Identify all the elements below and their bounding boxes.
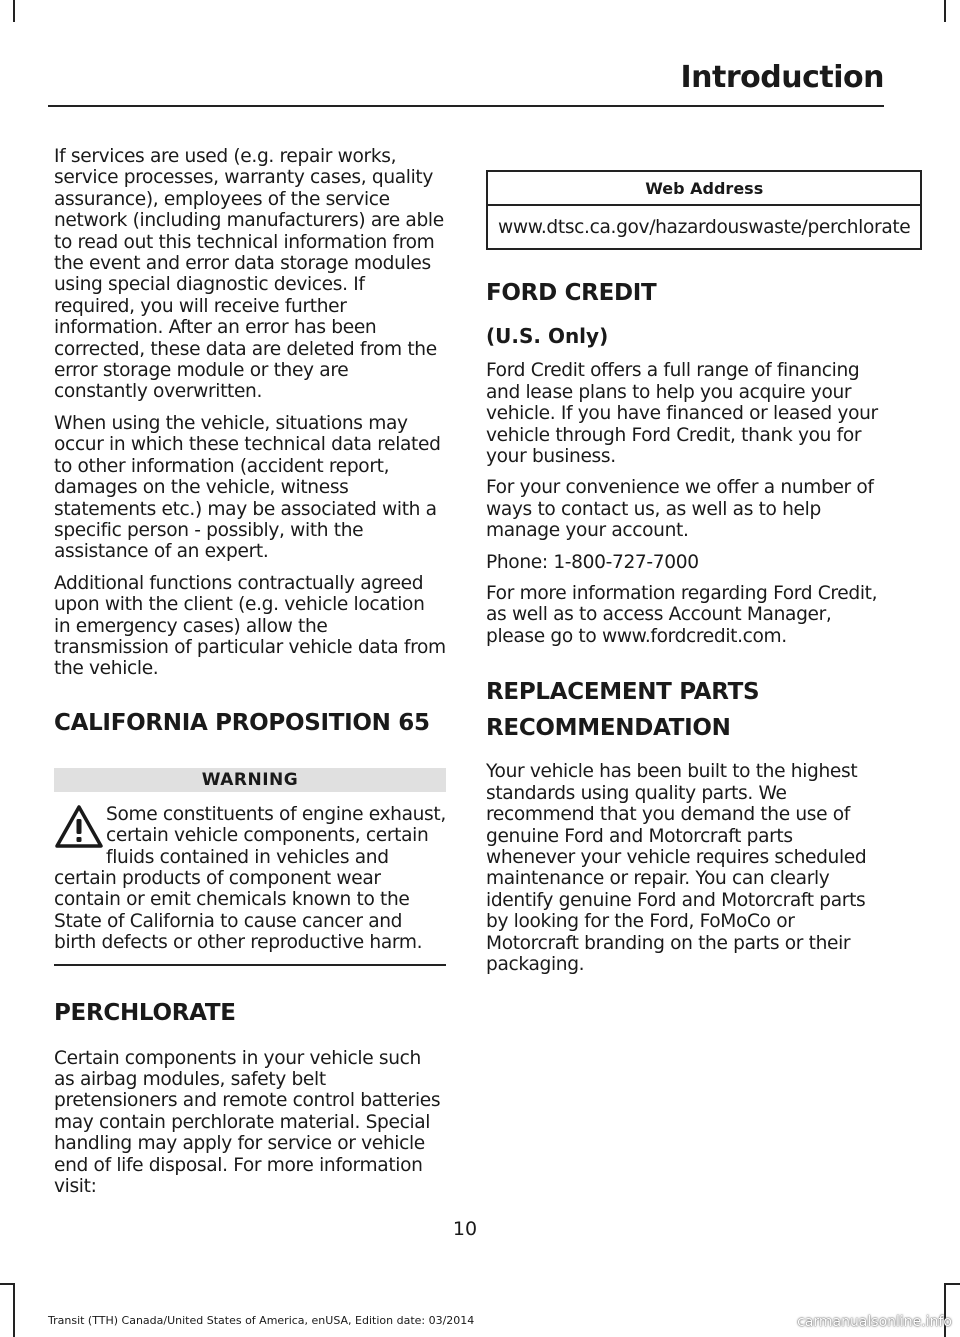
warning-divider <box>54 964 446 966</box>
warning-text-wrap <box>54 804 446 954</box>
page-title: Introduction <box>680 60 884 95</box>
paragraph-additional-functions: Additional functions contractually agreed upon with the client (e.g. vehicle location in emergency cases) allow the transmission of particular vehicle data from the vehicle. <box>54 572 446 680</box>
web-address-table <box>486 170 922 250</box>
crop-mark-top-right-v <box>944 0 946 22</box>
paragraph-ford-credit-offers: Ford Credit offers a full range of financing and lease plans to help you acquire your vehicle. If you have financed or leased your vehicle through Ford Credit, thank you for your business. <box>486 360 878 468</box>
crop-mark-top-left-v <box>13 0 15 22</box>
crop-mark-bottom-left-h <box>0 1283 15 1285</box>
paragraph-perchlorate: Certain components in your vehicle such as airbag modules, safety belt pretensioners and remote control batteries may contain perchlorate material. Special handling may apply for service or vehicle end of life disposal. For more information visit: <box>54 1047 441 1198</box>
crop-mark-bottom-right-h <box>944 1283 960 1285</box>
heading-california-prop-65: CALIFORNIA PROPOSITION 65 <box>54 709 430 736</box>
web-address-link[interactable]: www.dtsc.ca.gov/hazardouswaste/perchlorate <box>498 217 911 238</box>
watermark: carmanualsonline.info <box>797 1314 952 1330</box>
web-address-header: Web Address <box>487 171 921 205</box>
heading-recommendation: RECOMMENDATION <box>486 715 731 742</box>
warning-triangle-icon <box>54 804 104 850</box>
warning-text: Some constituents of engine exhaust, certain vehicle components, certain fluids contained in vehicles and certain products of component wear contain or emit chemicals known to the State of California to cause cancer and birth defects or other reproductive harm. <box>54 803 446 954</box>
left-column <box>54 146 446 1207</box>
footer-edition: Transit (TTH) Canada/United States of America, enUSA, Edition date: 03/2014 <box>48 1314 475 1327</box>
page-number: 10 <box>452 1218 478 1240</box>
paragraph-data-access: If services are used (e.g. repair works, service processes, warranty cases, quality assurance), employees of the service network (including manufacturers) are able to read out this technical information from the event and error data storage modules using special diagnostic devices. If required, you will receive further information. After an error has been corrected, these data are deleted from the error storage module or they are constantly overwritten. <box>54 146 444 403</box>
warning-box <box>54 768 446 966</box>
heading-replacement-parts: REPLACEMENT PARTS <box>486 679 760 706</box>
heading-ford-credit: FORD CREDIT <box>486 280 657 307</box>
header-divider <box>48 105 884 107</box>
subheading-us-only: (U.S. Only) <box>486 324 609 349</box>
warning-body <box>54 804 446 954</box>
right-column <box>486 170 911 985</box>
paragraph-phone: Phone: 1-800-727-7000 <box>486 551 699 573</box>
warning-label: WARNING <box>54 768 446 792</box>
heading-perchlorate: PERCHLORATE <box>54 999 236 1026</box>
crop-mark-bottom-left-v <box>13 1283 15 1337</box>
paragraph-more-info: For more information regarding Ford Credit, as well as to access Account Manager, please go to www.fordcredit.com. <box>486 583 878 647</box>
paragraph-vehicle-situations: When using the vehicle, situations may occur in which these technical data related to other information (accident report, damages on the vehicle, witness statements etc.) may be associated with a specific person - possibly, with the assistance of an expert. <box>54 412 441 563</box>
paragraph-convenience: For your convenience we offer a number of ways to contact us, as well as to help manage your account. <box>486 477 874 542</box>
paragraph-replacement-parts: Your vehicle has been built to the highest standards using quality parts. We recommend that you demand the use of genuine Ford and Motorcraft parts whenever your vehicle requires scheduled maintenance or repair. You can clearly identify genuine Ford and Motorcraft parts by looking for the Ford, FoMoCo or Motorcraft branding on the parts or their packaging. <box>486 761 867 975</box>
